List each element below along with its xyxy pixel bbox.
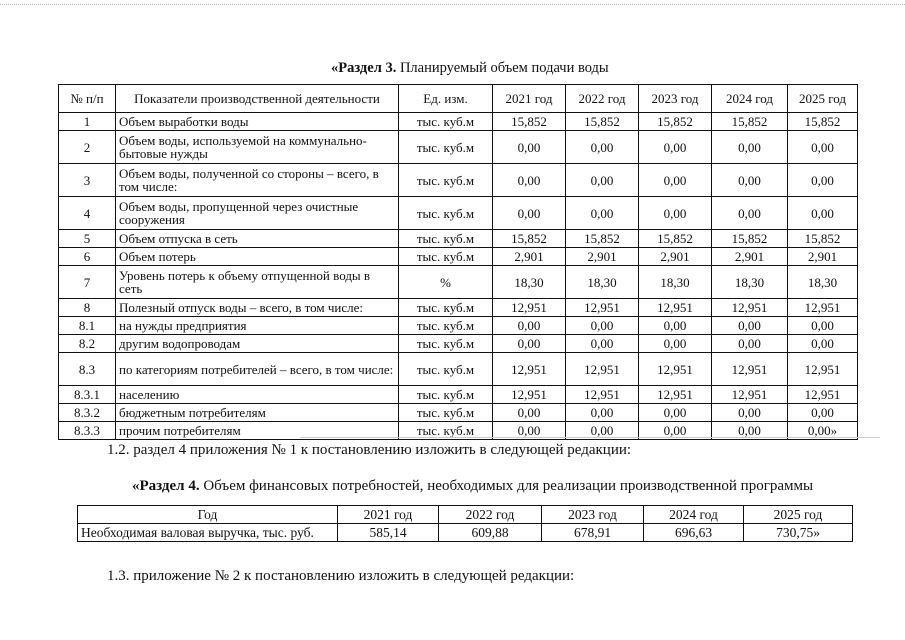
value-cell: 0,00 [566,131,639,164]
unit-cell: тыс. куб.м [399,299,493,317]
unit-cell: тыс. куб.м [399,230,493,248]
table-row [59,299,858,317]
paragraph-1-2: 1.2. раздел 4 приложения № 1 к постановлению изложить в следующей редакции: [107,442,632,458]
value-cell: 0,00 [639,164,712,197]
row-number-cell: 8 [59,299,116,317]
indicator-cell: Объем воды, пропущенной через очистные сооружения [116,197,399,230]
value-cell: 0,00 [566,422,639,440]
value-cell: 0,00 [712,404,788,422]
value-cell: 730,75» [744,524,853,542]
value-cell: 0,00 [639,131,712,164]
value-cell: 0,00 [493,197,566,230]
row-number-cell: 6 [59,248,116,266]
value-cell: 0,00 [712,197,788,230]
value-cell: 2,901 [712,248,788,266]
indicator-cell: Необходимая валовая выручка, тыс. руб. [78,524,338,542]
row-number-cell: 5 [59,230,116,248]
table-row [59,230,858,248]
value-cell: 0,00 [712,164,788,197]
value-cell: 678,91 [542,524,644,542]
top-border-line [0,4,905,5]
value-cell: 15,852 [639,113,712,131]
row-number-cell: 8.1 [59,317,116,335]
separator-line [300,437,880,438]
indicator-cell: прочим потребителям [116,422,399,440]
value-cell: 12,951 [639,386,712,404]
unit-cell: тыс. куб.м [399,404,493,422]
indicator-cell: Объем воды, полученной со стороны – всего, в том числе: [116,164,399,197]
table-row [59,404,858,422]
indicator-cell: Объем потерь [116,248,399,266]
unit-cell: % [399,266,493,299]
unit-cell: тыс. куб.м [399,197,493,230]
value-cell: 18,30 [712,266,788,299]
header-cell: № п/п [59,85,116,113]
row-number-cell: 8.3 [59,353,116,386]
value-cell: 2,901 [788,248,858,266]
row-number-cell: 1 [59,113,116,131]
value-cell: 0,00 [712,422,788,440]
header-cell: Ед. изм. [399,85,493,113]
value-cell: 0,00 [712,131,788,164]
table-row [59,335,858,353]
value-cell: 0,00 [493,131,566,164]
unit-cell: тыс. куб.м [399,317,493,335]
value-cell: 0,00 [566,197,639,230]
value-cell: 0,00» [788,422,858,440]
value-cell: 12,951 [639,299,712,317]
value-cell: 15,852 [639,230,712,248]
indicator-cell: Объем отпуска в сеть [116,230,399,248]
row-number-cell: 7 [59,266,116,299]
value-cell: 585,14 [338,524,439,542]
row-number-cell: 8.3.1 [59,386,116,404]
table-row [59,266,858,299]
value-cell: 0,00 [566,404,639,422]
value-cell: 0,00 [566,317,639,335]
header-cell: 2023 год [639,85,712,113]
value-cell: 0,00 [639,197,712,230]
header-cell: 2025 год [744,506,853,524]
value-cell: 12,951 [788,386,858,404]
value-cell: 0,00 [712,317,788,335]
table-row [59,248,858,266]
unit-cell: тыс. куб.м [399,353,493,386]
table-row [59,317,858,335]
value-cell: 0,00 [493,317,566,335]
paragraph-1-3: 1.3. приложение № 2 к постановлению изложить в следующей редакции: [107,568,575,584]
value-cell: 0,00 [788,335,858,353]
value-cell: 609,88 [439,524,542,542]
table-row [59,113,858,131]
value-cell: 0,00 [493,164,566,197]
table-row [59,386,858,404]
unit-cell: тыс. куб.м [399,113,493,131]
table-row [59,164,858,197]
value-cell: 0,00 [639,404,712,422]
value-cell: 2,901 [639,248,712,266]
value-cell: 0,00 [493,335,566,353]
header-cell: Год [78,506,338,524]
value-cell: 0,00 [788,404,858,422]
value-cell: 0,00 [788,131,858,164]
indicator-cell: Уровень потерь к объему отпущенной воды в сеть [116,266,399,299]
indicator-cell: Объем выработки воды [116,113,399,131]
indicator-cell: населению [116,386,399,404]
header-cell: 2024 год [712,85,788,113]
unit-cell: тыс. куб.м [399,248,493,266]
value-cell: 12,951 [788,299,858,317]
row-number-cell: 8.3.2 [59,404,116,422]
value-cell: 12,951 [493,299,566,317]
table-row [59,197,858,230]
value-cell: 12,951 [712,386,788,404]
row-number-cell: 3 [59,164,116,197]
row-number-cell: 8.2 [59,335,116,353]
table-row [59,131,858,164]
value-cell: 18,30 [566,266,639,299]
header-cell: 2022 год [439,506,542,524]
value-cell: 12,951 [566,386,639,404]
value-cell: 12,951 [566,299,639,317]
value-cell: 0,00 [639,317,712,335]
indicator-cell: бюджетным потребителям [116,404,399,422]
value-cell: 12,951 [712,299,788,317]
value-cell: 15,852 [712,230,788,248]
header-cell: Показатели производственной деятельности [116,85,399,113]
value-cell: 12,951 [712,353,788,386]
indicator-cell: на нужды предприятия [116,317,399,335]
value-cell: 12,951 [639,353,712,386]
value-cell: 2,901 [566,248,639,266]
unit-cell: тыс. куб.м [399,164,493,197]
value-cell: 0,00 [788,317,858,335]
indicator-cell: Объем воды, используемой на коммунально-бытовые нужды [116,131,399,164]
value-cell: 18,30 [788,266,858,299]
header-cell: 2022 год [566,85,639,113]
value-cell: 0,00 [566,335,639,353]
value-cell: 0,00 [788,164,858,197]
header-cell: 2021 год [338,506,439,524]
section4-caption: «Раздел 4. Объем финансовых потребностей, необходимых для реализации производственной программы [132,478,814,494]
header-cell: 2023 год [542,506,644,524]
row-number-cell: 8.3.3 [59,422,116,440]
value-cell: 15,852 [493,113,566,131]
value-cell: 0,00 [566,164,639,197]
value-cell: 15,852 [788,113,858,131]
value-cell: 12,951 [493,353,566,386]
value-cell: 18,30 [493,266,566,299]
section3-caption: «Раздел 3. Планируемый объем подачи воды [331,60,609,76]
indicator-cell: Полезный отпуск воды – всего, в том числе: [116,299,399,317]
value-cell: 2,901 [493,248,566,266]
value-cell: 15,852 [788,230,858,248]
table-row [59,353,858,386]
value-cell: 696,63 [644,524,744,542]
table-header-row [59,85,858,113]
value-cell: 15,852 [493,230,566,248]
value-cell: 15,852 [712,113,788,131]
value-cell: 0,00 [639,422,712,440]
header-cell: 2024 год [644,506,744,524]
indicator-cell: другим водопроводам [116,335,399,353]
financial-needs-table [77,505,853,542]
value-cell: 0,00 [493,404,566,422]
value-cell: 15,852 [566,113,639,131]
value-cell: 12,951 [788,353,858,386]
unit-cell: тыс. куб.м [399,422,493,440]
table-header-row [78,506,853,524]
unit-cell: тыс. куб.м [399,335,493,353]
value-cell: 12,951 [566,353,639,386]
header-cell: 2025 год [788,85,858,113]
indicator-cell: по категориям потребителей – всего, в том числе: [116,353,399,386]
table-row [78,524,853,542]
row-number-cell: 2 [59,131,116,164]
row-number-cell: 4 [59,197,116,230]
value-cell: 0,00 [788,197,858,230]
unit-cell: тыс. куб.м [399,131,493,164]
header-cell: 2021 год [493,85,566,113]
value-cell: 15,852 [566,230,639,248]
value-cell: 0,00 [712,335,788,353]
value-cell: 0,00 [493,422,566,440]
unit-cell: тыс. куб.м [399,386,493,404]
value-cell: 12,951 [493,386,566,404]
water-supply-table [58,84,858,440]
value-cell: 0,00 [639,335,712,353]
value-cell: 18,30 [639,266,712,299]
